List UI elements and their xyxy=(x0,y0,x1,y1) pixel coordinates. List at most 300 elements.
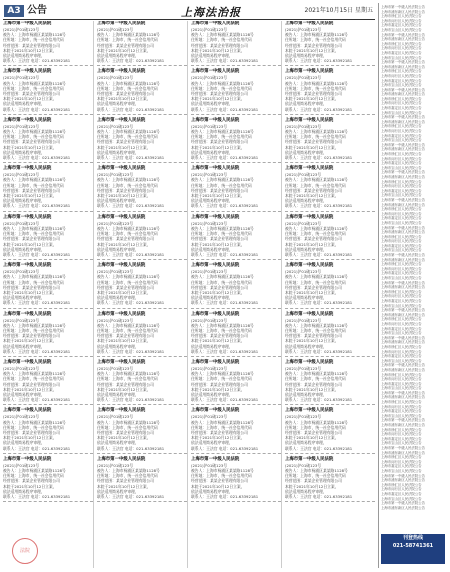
notice-line: 依法适用简易程序审理， xyxy=(191,246,233,252)
notice-separator xyxy=(191,404,281,405)
notice-title: 上海市第一中级人民法院 xyxy=(3,69,52,75)
notice-line: 被告人：上海市杨浦区某某路1128号 xyxy=(3,80,66,86)
side-line: 上海市浦东新区人民法院公告 xyxy=(381,340,426,345)
side-line: 上海市嘉定区人民法院公告 xyxy=(381,436,422,441)
notice-line: 联系人：王法官 电话：021-63392181 xyxy=(3,348,71,354)
notice-line: 依法适用简易程序审理， xyxy=(285,440,327,446)
side-line: 上海市徐汇区人民法院公告 xyxy=(381,455,422,460)
notice-line: 联系人：王法官 电话：021-63392181 xyxy=(3,155,71,161)
notice-block xyxy=(191,263,281,308)
notice-title: 上海市第一中级人民法院 xyxy=(285,359,334,365)
notice-title: 上海市第一中级人民法院 xyxy=(191,456,240,462)
notice-line: 本院于2021年10月12日立案， xyxy=(3,144,57,150)
notice-line: 联系人：王法官 电话：021-63392181 xyxy=(3,203,71,209)
side-line: 上海市第一中级人民法院公告 xyxy=(381,170,426,175)
notice-line: 经营范围：某某企业管理有限公司 xyxy=(191,91,248,97)
notice-line: 依法适用简易程序审理， xyxy=(191,149,233,155)
notice-title: 上海市第一中级人民法院 xyxy=(285,311,334,317)
side-line: 上海市闵行区人民法院公告 xyxy=(381,211,422,216)
notice-line: 被告人：上海市杨浦区某某路1128号 xyxy=(191,274,254,280)
notice-block xyxy=(285,21,375,66)
notice-line: 经营范围：某某企业管理有限公司 xyxy=(3,187,60,193)
notice-line: 住所地：上海市，统一社会信用代码 xyxy=(3,376,64,382)
side-line: 上海市闵行区人民法院公告 xyxy=(381,73,422,78)
notice-line: 经营范围：某某企业管理有限公司 xyxy=(285,187,342,193)
notice-separator xyxy=(3,162,93,163)
side-line: 上海市浦东新区人民法院公告 xyxy=(381,367,426,372)
side-line: 上海市闵行区人民法院公告 xyxy=(381,184,422,189)
notice-line: 住所地：上海市，统一社会信用代码 xyxy=(3,85,64,91)
notice-line: 住所地：上海市，统一社会信用代码 xyxy=(191,231,252,237)
side-line: 上海市嘉定区人民法院公告 xyxy=(381,243,422,248)
side-line: 上海市宝山区人民法院公告 xyxy=(381,248,422,253)
side-line: 上海市闵行区人民法院公告 xyxy=(381,459,422,464)
notice-line: 依法适用简易程序审理， xyxy=(285,246,327,252)
notice-block xyxy=(3,21,93,66)
notice-separator xyxy=(191,453,281,454)
side-line: 上海市闵行区人民法院公告 xyxy=(381,266,422,271)
side-line: 上海市第一中级人民法院公告 xyxy=(381,501,426,506)
notice-line: 本院于2021年10月12日立案， xyxy=(285,193,339,199)
notice-block xyxy=(97,408,187,453)
notice-line: 经营范围：某某企业管理有限公司 xyxy=(191,478,248,484)
notice-separator xyxy=(191,501,281,502)
notice-separator xyxy=(285,259,375,260)
notice-separator xyxy=(3,356,93,357)
notice-separator xyxy=(191,356,281,357)
notice-line: 经营范围：某某企业管理有限公司 xyxy=(191,187,248,193)
notice-separator xyxy=(285,453,375,454)
notice-line: 住所地：上海市，统一社会信用代码 xyxy=(97,424,158,430)
side-line: 上海市闵行区人民法院公告 xyxy=(381,487,422,492)
notice-line: 联系人：王法官 电话：021-63392181 xyxy=(3,58,71,64)
notice-block xyxy=(3,118,93,163)
notice-line: 依法适用简易程序审理， xyxy=(97,198,139,204)
notice-line: (2021)沪01破123号 xyxy=(285,317,322,323)
side-line: 上海市浦东新区人民法院公告 xyxy=(381,64,426,69)
notice-line: 联系人：王法官 电话：021-63392181 xyxy=(191,445,259,451)
notice-line: 经营范围：某某企业管理有限公司 xyxy=(97,429,154,435)
side-line: 上海市浦东新区人民法院公告 xyxy=(381,202,426,207)
notice-line: (2021)沪01破123号 xyxy=(285,75,322,81)
notice-line: (2021)沪01破123号 xyxy=(97,123,134,129)
notice-line: 被告人：上海市杨浦区某某路1128号 xyxy=(97,129,160,135)
notice-line: 经营范围：某某企业管理有限公司 xyxy=(3,42,60,48)
side-line: 上海市徐汇区人民法院公告 xyxy=(381,262,422,267)
notice-line: 被告人：上海市杨浦区某某路1128号 xyxy=(285,274,348,280)
side-line: 上海市闵行区人民法院公告 xyxy=(381,156,422,161)
notice-line: 住所地：上海市，统一社会信用代码 xyxy=(191,134,252,140)
notice-line: 依法适用简易程序审理， xyxy=(285,149,327,155)
notice-line: 依法适用简易程序审理， xyxy=(285,343,327,349)
notice-line: 本院于2021年10月12日立案， xyxy=(191,47,245,53)
notice-block xyxy=(3,408,93,453)
notice-title: 上海市第一中级人民法院 xyxy=(3,214,52,220)
notice-title: 上海市第一中级人民法院 xyxy=(97,69,146,75)
notice-title: 上海市第一中级人民法院 xyxy=(285,456,334,462)
side-line: 上海市嘉定区人民法院公告 xyxy=(381,354,422,359)
side-line: 上海市嘉定区人民法院公告 xyxy=(381,78,422,83)
notice-line: 被告人：上海市杨浦区某某路1128号 xyxy=(285,322,348,328)
notice-line: 联系人：王法官 电话：021-63392181 xyxy=(285,155,353,161)
notice-line: 联系人：王法官 电话：021-63392181 xyxy=(97,58,165,64)
side-line: 上海市第一中级人民法院公告 xyxy=(381,225,426,230)
notice-line: (2021)沪01破123号 xyxy=(191,220,228,226)
notice-line: 经营范围：某某企业管理有限公司 xyxy=(97,91,154,97)
notice-line: 依法适用简易程序审理， xyxy=(191,391,233,397)
notice-title: 上海市第一中级人民法院 xyxy=(3,456,52,462)
side-line: 上海市嘉定区人民法院公告 xyxy=(381,50,422,55)
notice-line: 住所地：上海市，统一社会信用代码 xyxy=(285,473,346,479)
notice-line: 依法适用简易程序审理， xyxy=(191,488,233,494)
notice-line: (2021)沪01破123号 xyxy=(285,462,322,468)
notice-line: 被告人：上海市杨浦区某某路1128号 xyxy=(3,129,66,135)
side-line: 上海市徐汇区人民法院公告 xyxy=(381,427,422,432)
notice-line: (2021)沪01破123号 xyxy=(3,220,40,226)
side-line: 上海市浦东新区人民法院公告 xyxy=(381,174,426,179)
side-line: 上海市徐汇区人民法院公告 xyxy=(381,124,422,129)
side-line: 上海市浦东新区人民法院公告 xyxy=(381,147,426,152)
notice-line: 联系人：王法官 电话：021-63392181 xyxy=(285,106,353,112)
notice-line: 依法适用简易程序审理， xyxy=(285,488,327,494)
notice-title: 上海市第一中级人民法院 xyxy=(97,311,146,317)
notice-line: 本院于2021年10月12日立案， xyxy=(3,241,57,247)
notice-line: (2021)沪01破123号 xyxy=(285,365,322,371)
notice-separator xyxy=(97,308,187,309)
notice-line: 被告人：上海市杨浦区某某路1128号 xyxy=(285,32,348,38)
notice-line: 经营范围：某某企业管理有限公司 xyxy=(191,139,248,145)
side-line: 上海市闵行区人民法院公告 xyxy=(381,432,422,437)
notice-line: 依法适用简易程序审理， xyxy=(97,343,139,349)
side-line: 上海市浦东新区人民法院公告 xyxy=(381,230,426,235)
notice-separator xyxy=(191,114,281,115)
side-line: 上海市第一中级人民法院公告 xyxy=(381,115,426,120)
side-line: 上海市宝山区人民法院公告 xyxy=(381,83,422,88)
notice-line: 经营范围：某某企业管理有限公司 xyxy=(3,139,60,145)
notice-line: 联系人：王法官 电话：021-63392181 xyxy=(285,58,353,64)
notice-line: 被告人：上海市杨浦区某某路1128号 xyxy=(191,129,254,135)
notice-line: 联系人：王法官 电话：021-63392181 xyxy=(285,300,353,306)
notice-line: 本院于2021年10月12日立案， xyxy=(285,47,339,53)
notice-block xyxy=(285,69,375,114)
notice-line: 本院于2021年10月12日立案， xyxy=(285,435,339,441)
side-line: 上海市闵行区人民法院公告 xyxy=(381,294,422,299)
notice-line: 被告人：上海市杨浦区某某路1128号 xyxy=(97,371,160,377)
notice-line: 住所地：上海市，统一社会信用代码 xyxy=(3,134,64,140)
side-line: 上海市闵行区人民法院公告 xyxy=(381,377,422,382)
notice-line: 本院于2021年10月12日立案， xyxy=(97,289,151,295)
notice-title: 上海市第一中级人民法院 xyxy=(285,117,334,123)
notice-separator xyxy=(3,259,93,260)
side-line: 上海市宝山区人民法院公告 xyxy=(381,55,422,60)
notice-line: 联系人：王法官 电话：021-63392181 xyxy=(97,203,165,209)
notice-line: 被告人：上海市杨浦区某某路1128号 xyxy=(97,32,160,38)
notice-line: (2021)沪01破123号 xyxy=(3,172,40,178)
notice-line: 被告人：上海市杨浦区某某路1128号 xyxy=(285,371,348,377)
notice-line: 经营范围：某某企业管理有限公司 xyxy=(285,42,342,48)
notice-line: 联系人：王法官 电话：021-63392181 xyxy=(191,155,259,161)
notice-line: 联系人：王法官 电话：021-63392181 xyxy=(191,251,259,257)
notice-line: 被告人：上海市杨浦区某某路1128号 xyxy=(285,225,348,231)
notice-line: 经营范围：某某企业管理有限公司 xyxy=(97,478,154,484)
side-line: 上海市闵行区人民法院公告 xyxy=(381,18,422,23)
notice-title: 上海市第一中级人民法院 xyxy=(285,166,334,172)
notice-line: 住所地：上海市，统一社会信用代码 xyxy=(97,279,158,285)
side-line: 上海市宝山区人民法院公告 xyxy=(381,331,422,336)
notice-separator xyxy=(97,501,187,502)
notice-block xyxy=(285,215,375,260)
notice-line: 住所地：上海市，统一社会信用代码 xyxy=(97,182,158,188)
notice-separator xyxy=(285,211,375,212)
notice-line: 联系人：王法官 电话：021-63392181 xyxy=(97,251,165,257)
notice-line: 被告人：上海市杨浦区某某路1128号 xyxy=(285,80,348,86)
notice-line: 本院于2021年10月12日立案， xyxy=(191,193,245,199)
notice-line: 被告人：上海市杨浦区某某路1128号 xyxy=(97,274,160,280)
side-line: 上海市徐汇区人民法院公告 xyxy=(381,152,422,156)
notice-line: 住所地：上海市，统一社会信用代码 xyxy=(3,231,64,237)
notice-line: 经营范围：某某企业管理有限公司 xyxy=(285,429,342,435)
notice-line: 住所地：上海市，统一社会信用代码 xyxy=(285,182,346,188)
notice-line: 依法适用简易程序审理， xyxy=(3,198,45,204)
notice-title: 上海市第一中级人民法院 xyxy=(285,69,334,75)
notice-line: 依法适用简易程序审理， xyxy=(285,295,327,301)
notice-line: 本院于2021年10月12日立案， xyxy=(97,144,151,150)
side-line: 上海市第一中级人民法院公告 xyxy=(381,390,426,395)
notice-line: 被告人：上海市杨浦区某某路1128号 xyxy=(3,322,66,328)
notice-title: 上海市第一中级人民法院 xyxy=(3,117,52,123)
notice-block xyxy=(3,312,93,357)
notice-line: 被告人：上海市杨浦区某某路1128号 xyxy=(3,419,66,425)
notice-separator xyxy=(285,356,375,357)
notice-line: 依法适用简易程序审理， xyxy=(191,53,233,59)
notice-line: 依法适用简易程序审理， xyxy=(97,101,139,107)
side-line: 上海市第一中级人民法院公告 xyxy=(381,5,426,9)
side-line: 上海市宝山区人民法院公告 xyxy=(381,276,422,281)
notice-line: 依法适用简易程序审理， xyxy=(191,198,233,204)
notice-line: 被告人：上海市杨浦区某某路1128号 xyxy=(191,419,254,425)
notice-title: 上海市第一中级人民法院 xyxy=(97,21,146,26)
side-line: 上海市徐汇区人民法院公告 xyxy=(381,317,422,322)
notice-line: 住所地：上海市，统一社会信用代码 xyxy=(285,231,346,237)
side-line: 上海市宝山区人民法院公告 xyxy=(381,220,422,225)
notice-title: 上海市第一中级人民法院 xyxy=(97,166,146,172)
side-line: 上海市徐汇区人民法院公告 xyxy=(381,400,422,405)
notice-line: 住所地：上海市，统一社会信用代码 xyxy=(285,37,346,43)
notice-line: 经营范围：某某企业管理有限公司 xyxy=(191,429,248,435)
notice-line: 住所地：上海市，统一社会信用代码 xyxy=(97,37,158,43)
notice-line: (2021)沪01破123号 xyxy=(97,220,134,226)
notice-line: 本院于2021年10月12日立案， xyxy=(285,338,339,344)
notice-block xyxy=(97,457,187,502)
notice-separator xyxy=(97,65,187,66)
side-line: 上海市徐汇区人民法院公告 xyxy=(381,234,422,239)
column-1 xyxy=(3,21,94,568)
side-line: 上海市嘉定区人民法院公告 xyxy=(381,106,422,111)
notice-line: 依法适用简易程序审理， xyxy=(3,101,45,107)
notice-line: 依法适用简易程序审理， xyxy=(191,295,233,301)
side-line: 上海市第一中级人民法院公告 xyxy=(381,473,426,478)
notice-block xyxy=(97,118,187,163)
notice-line: 被告人：上海市杨浦区某某路1128号 xyxy=(3,371,66,377)
notice-title: 上海市第一中级人民法院 xyxy=(191,69,240,75)
side-line: 上海市嘉定区人民法院公告 xyxy=(381,271,422,276)
notice-line: (2021)沪01破123号 xyxy=(3,414,40,420)
notice-line: 联系人：王法官 电话：021-63392181 xyxy=(191,106,259,112)
side-line: 上海市徐汇区人民法院公告 xyxy=(381,289,422,294)
side-line: 上海市第一中级人民法院公告 xyxy=(381,142,426,147)
notice-line: 本院于2021年10月12日立案， xyxy=(97,193,151,199)
notice-line: 住所地：上海市，统一社会信用代码 xyxy=(97,85,158,91)
notice-line: 联系人：王法官 电话：021-63392181 xyxy=(285,203,353,209)
notice-line: 联系人：王法官 电话：021-63392181 xyxy=(3,106,71,112)
notice-title: 上海市第一中级人民法院 xyxy=(3,166,52,172)
notice-line: 住所地：上海市，统一社会信用代码 xyxy=(285,424,346,430)
side-line: 上海市浦东新区人民法院公告 xyxy=(381,312,426,317)
notice-line: 住所地：上海市，统一社会信用代码 xyxy=(285,279,346,285)
page-header xyxy=(3,3,375,20)
notice-line: 联系人：王法官 电话：021-63392181 xyxy=(3,397,71,403)
side-line: 上海市宝山区人民法院公告 xyxy=(381,358,422,363)
notice-line: 经营范围：某某企业管理有限公司 xyxy=(3,284,60,290)
notice-block xyxy=(191,21,281,66)
side-line: 上海市宝山区人民法院公告 xyxy=(381,413,422,418)
side-line: 上海市宝山区人民法院公告 xyxy=(381,165,422,170)
side-line: 上海市宝山区人民法院公告 xyxy=(381,468,422,473)
side-line: 上海市浦东新区人民法院公告 xyxy=(381,478,426,483)
side-line: 上海市嘉定区人民法院公告 xyxy=(381,464,422,469)
notice-line: 本院于2021年10月12日立案， xyxy=(191,96,245,102)
notice-line: 住所地：上海市，统一社会信用代码 xyxy=(3,182,64,188)
notice-line: 被告人：上海市杨浦区某某路1128号 xyxy=(3,32,66,38)
notice-line: (2021)沪01破123号 xyxy=(97,172,134,178)
side-line: 上海市第一中级人民法院公告 xyxy=(381,60,426,65)
side-line: 上海市徐汇区人民法院公告 xyxy=(381,14,422,19)
side-line: 上海市第一中级人民法院公告 xyxy=(381,418,426,423)
notice-block xyxy=(3,263,93,308)
notice-line: 本院于2021年10月12日立案， xyxy=(285,386,339,392)
notice-separator xyxy=(3,404,93,405)
side-line: 上海市第一中级人民法院公告 xyxy=(381,87,426,92)
notice-line: 依法适用简易程序审理， xyxy=(3,488,45,494)
notice-line: 本院于2021年10月12日立案， xyxy=(285,96,339,102)
side-line: 上海市浦东新区人民法院公告 xyxy=(381,423,426,428)
notice-line: (2021)沪01破123号 xyxy=(191,317,228,323)
notice-line: 经营范围：某某企业管理有限公司 xyxy=(191,381,248,387)
notice-block xyxy=(3,360,93,405)
notice-line: (2021)沪01破123号 xyxy=(285,172,322,178)
notice-line: 本院于2021年10月12日立案， xyxy=(97,435,151,441)
notice-line: 本院于2021年10月12日立案， xyxy=(3,96,57,102)
notice-title: 上海市第一中级人民法院 xyxy=(285,408,334,414)
side-line: 上海市第一中级人民法院公告 xyxy=(381,197,426,202)
notice-line: 被告人：上海市杨浦区某某路1128号 xyxy=(191,32,254,38)
notice-separator xyxy=(285,114,375,115)
side-line: 上海市闵行区人民法院公告 xyxy=(381,404,422,409)
side-line: 上海市嘉定区人民法院公告 xyxy=(381,23,422,28)
side-line: 上海市嘉定区人民法院公告 xyxy=(381,133,422,138)
notice-columns xyxy=(3,21,375,568)
notice-line: 联系人：王法官 电话：021-63392181 xyxy=(97,300,165,306)
column-2 xyxy=(97,21,188,568)
notice-line: 经营范围：某某企业管理有限公司 xyxy=(3,236,60,242)
notice-line: 被告人：上海市杨浦区某某路1128号 xyxy=(191,225,254,231)
side-line: 上海市浦东新区人民法院公告 xyxy=(381,37,426,42)
notice-block xyxy=(3,69,93,114)
notice-line: (2021)沪01破123号 xyxy=(97,414,134,420)
side-line: 上海市闵行区人民法院公告 xyxy=(381,321,422,326)
notice-line: 本院于2021年10月12日立案， xyxy=(3,483,57,489)
notice-line: 经营范围：某某企业管理有限公司 xyxy=(3,333,60,339)
notice-separator xyxy=(3,453,93,454)
notice-line: 被告人：上海市杨浦区某某路1128号 xyxy=(191,371,254,377)
notice-line: 被告人：上海市杨浦区某某路1128号 xyxy=(191,468,254,473)
side-line: 上海市宝山区人民法院公告 xyxy=(381,303,422,308)
notice-line: 住所地：上海市，统一社会信用代码 xyxy=(191,279,252,285)
notice-block xyxy=(97,21,187,66)
notice-line: 本院于2021年10月12日立案， xyxy=(97,241,151,247)
notice-block xyxy=(97,69,187,114)
side-line: 上海市浦东新区人民法院公告 xyxy=(381,395,426,400)
notice-line: 被告人：上海市杨浦区某某路1128号 xyxy=(285,129,348,135)
page-number-badge: A3 xyxy=(4,5,24,17)
notice-line: 本院于2021年10月12日立案， xyxy=(3,435,57,441)
notice-line: 依法适用简易程序审理， xyxy=(3,440,45,446)
notice-line: 本院于2021年10月12日立案， xyxy=(97,386,151,392)
notice-separator xyxy=(191,65,281,66)
side-line: 上海市徐汇区人民法院公告 xyxy=(381,482,422,487)
side-line: 上海市嘉定区人民法院公告 xyxy=(381,381,422,386)
notice-line: 住所地：上海市，统一社会信用代码 xyxy=(285,376,346,382)
notice-line: (2021)沪01破123号 xyxy=(285,269,322,275)
notice-block xyxy=(285,457,375,502)
notice-separator xyxy=(285,162,375,163)
notice-line: (2021)沪01破123号 xyxy=(191,462,228,468)
side-line: 上海市浦东新区人民法院公告 xyxy=(381,257,426,262)
notice-line: 住所地：上海市，统一社会信用代码 xyxy=(191,327,252,333)
notice-separator xyxy=(97,114,187,115)
notice-line: (2021)沪01破123号 xyxy=(3,317,40,323)
notice-line: 依法适用简易程序审理， xyxy=(97,149,139,155)
notice-line: 住所地：上海市，统一社会信用代码 xyxy=(191,182,252,188)
notice-line: (2021)沪01破123号 xyxy=(97,75,134,81)
side-line: 上海市徐汇区人民法院公告 xyxy=(381,179,422,184)
notice-line: (2021)沪01破123号 xyxy=(191,414,228,420)
notice-title: 上海市第一中级人民法院 xyxy=(3,359,52,365)
notice-line: 联系人：王法官 电话：021-63392181 xyxy=(97,397,165,403)
notice-line: 本院于2021年10月12日立案， xyxy=(191,241,245,247)
notice-line: 联系人：王法官 电话：021-63392181 xyxy=(285,494,353,500)
notice-line: 住所地：上海市，统一社会信用代码 xyxy=(97,473,158,479)
notice-line: 被告人：上海市杨浦区某某路1128号 xyxy=(97,225,160,231)
notice-line: 依法适用简易程序审理， xyxy=(3,246,45,252)
notice-line: 本院于2021年10月12日立案， xyxy=(191,435,245,441)
notice-title: 上海市第一中级人民法院 xyxy=(191,263,240,269)
side-line: 上海市徐汇区人民法院公告 xyxy=(381,96,422,101)
court-stamp: 法院 xyxy=(12,538,38,564)
notice-line: 被告人：上海市杨浦区某某路1128号 xyxy=(3,274,66,280)
notice-line: 经营范围：某某企业管理有限公司 xyxy=(97,42,154,48)
notice-separator xyxy=(285,308,375,309)
notice-title: 上海市第一中级人民法院 xyxy=(285,21,334,26)
notice-title: 上海市第一中级人民法院 xyxy=(191,21,240,26)
notice-separator xyxy=(97,211,187,212)
notice-line: (2021)沪01破123号 xyxy=(191,75,228,81)
notice-line: 经营范围：某某企业管理有限公司 xyxy=(3,429,60,435)
notice-title: 上海市第一中级人民法院 xyxy=(3,21,52,26)
notice-separator xyxy=(3,65,93,66)
side-line: 上海市嘉定区人民法院公告 xyxy=(381,299,422,303)
notice-line: 被告人：上海市杨浦区某某路1128号 xyxy=(191,177,254,183)
